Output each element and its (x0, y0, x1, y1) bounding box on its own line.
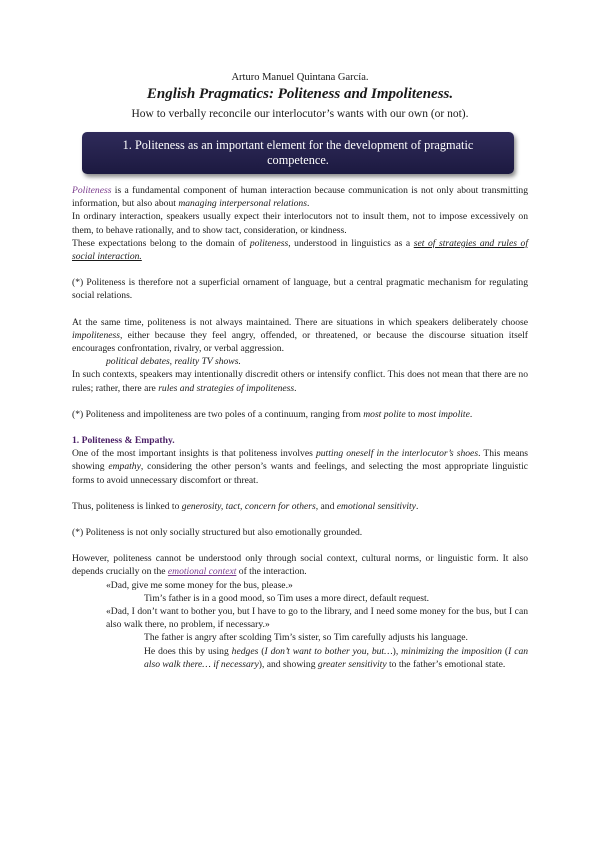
emphasis-emotional-context: emotional context (167, 566, 237, 578)
emphasis-managing: managing interpersonal relations (178, 198, 307, 210)
document-subtitle: How to verbally reconcile our interlocutor’s wants with our own (or not). (131, 108, 469, 120)
example-quote-2: «Dad, I don’t want to bother you, but I have to go to the library, and I need some money for the bus, but I can also walk there, no problem, if necessary.» (106, 606, 528, 631)
note-continuum (72, 408, 528, 421)
note-emotionally-grounded: (*) Politeness is not only socially structured but also emotionally grounded. (72, 527, 363, 539)
paragraph-text: At the same time, politeness is not always maintained. There are situations in which speakers deliberately choose (72, 316, 528, 328)
example-comment-2: The father is angry after scolding Tim’s sister, so Tim carefully adjusts his language. (144, 632, 468, 644)
minimizing-example: I can also walk there… if necessary (144, 645, 529, 670)
paragraph-rules-impoliteness (72, 368, 528, 394)
paragraph-linked (72, 500, 528, 513)
paragraph-text: One of the most important insights is that politeness involves (72, 448, 316, 460)
term-politeness: Politeness (72, 185, 112, 196)
note-politeness-mechanism: (*) Politeness is therefore not a superficial ornament of language, but a central pragmatic mechanism for regulating social relations. (72, 277, 528, 302)
paragraph-text: (*) Politeness and impoliteness are two poles of a continuum, ranging from (72, 408, 364, 420)
paragraph-emotional-context (72, 552, 528, 578)
emphasis-putting-oneself: putting oneself in the interlocutor’s shoes (315, 448, 479, 460)
emphasis-emotional-sensitivity: emotional sensitivity (336, 500, 416, 512)
examples-contexts: political debates, reality TV shows. (106, 356, 241, 368)
emphasis-hedges: hedges (231, 645, 259, 657)
paragraph-text: Thus, politeness is linked to (72, 500, 182, 512)
paragraph-politeness-definition (72, 184, 528, 210)
paragraph-impoliteness (72, 316, 528, 356)
emphasis-sensitivity: greater sensitivity (317, 658, 387, 670)
document-title: English Pragmatics: Politeness and Impoliteness. (146, 86, 454, 102)
hedge-example: I don’t want to bother you, but… (264, 645, 393, 657)
paragraph-text: to the father’s emotional state. (386, 658, 506, 670)
emphasis-most-impolite: most impolite (417, 408, 470, 420)
paragraph-text: and (318, 500, 337, 512)
paragraph-text: ), (392, 645, 402, 657)
emphasis-impoliteness: impoliteness (72, 329, 120, 341)
paragraph-expectations: In ordinary interaction, speakers usually expect their interlocutors not to insult them, not to impose excessively on them, to behave rationally, and to show tact, consideration, or kindness. (72, 211, 528, 236)
paragraph-text: . (294, 382, 297, 394)
example-comment-block (72, 631, 528, 671)
example-comment-1: Tim’s father is in a good mood, so Tim uses a more direct, default request. (144, 592, 430, 604)
document-body (72, 184, 528, 671)
example-quote-1: «Dad, give me some money for the bus, please.» (106, 579, 293, 591)
paragraph-text: These expectations belong to the domain of (72, 237, 250, 249)
paragraph-text: ), and showing (258, 658, 318, 670)
emphasis-most-polite: most polite (363, 408, 406, 420)
paragraph-text: . (306, 198, 310, 210)
paragraph-text: . (415, 500, 419, 512)
paragraph-text: , considering the other person’s wants and feelings, and selecting the most appropriate linguistic forms to avoid unnecessary discomfort or threat. (72, 461, 528, 486)
example-comment-3 (144, 645, 528, 671)
section-heading-empathy: 1. Politeness & Empathy. (72, 435, 175, 447)
paragraph-text: , either because they feel angry, offended, or threatened, or because the discourse situation itself encourages confrontation, rivalry, or verbal aggression. (72, 329, 528, 355)
banner-line-1: 1. Politeness as an important element for the development of pragmatic (122, 138, 474, 152)
section-banner (82, 132, 514, 174)
paragraph-text: In such contexts, speakers may intentionally discredit others or intensify conflict. This does not mean that there are no rules; rather, there are (72, 369, 528, 394)
paragraph-text: to (405, 408, 418, 420)
emphasis-minimizing: minimizing the imposition (401, 645, 502, 657)
paragraph-text: ( (501, 645, 509, 657)
author-name: Arturo Manuel Quintana García. (231, 72, 369, 83)
paragraph-text: , understood in linguistics as a (288, 237, 414, 249)
paragraph-empathy (72, 447, 528, 487)
paragraph-domain (72, 237, 528, 263)
paragraph-text: is a fundamental component of human interaction because communication is not only about transmitting information, but also about (72, 185, 528, 210)
paragraph-text: . This means showing (72, 448, 529, 473)
emphasis-empathy: empathy (108, 461, 141, 473)
emphasis-rules: rules and strategies of impoliteness (158, 382, 295, 394)
emphasis-politeness: politeness (249, 237, 289, 249)
paragraph-text: . (469, 408, 473, 420)
paragraph-text: ( (258, 645, 265, 657)
paragraph-text: However, politeness cannot be understood only through social context, cultural norms, or linguistic form. It also depends crucially on the (72, 553, 528, 578)
paragraph-text: He does this by using (144, 645, 232, 657)
banner-line-2: competence. (267, 153, 329, 167)
paragraph-text: of the interaction. (236, 566, 307, 578)
emphasis-set-of-strategies: set of strategies and rules of social interaction. (72, 237, 528, 263)
emphasis-generosity: generosity, tact, concern for others, (181, 500, 319, 512)
